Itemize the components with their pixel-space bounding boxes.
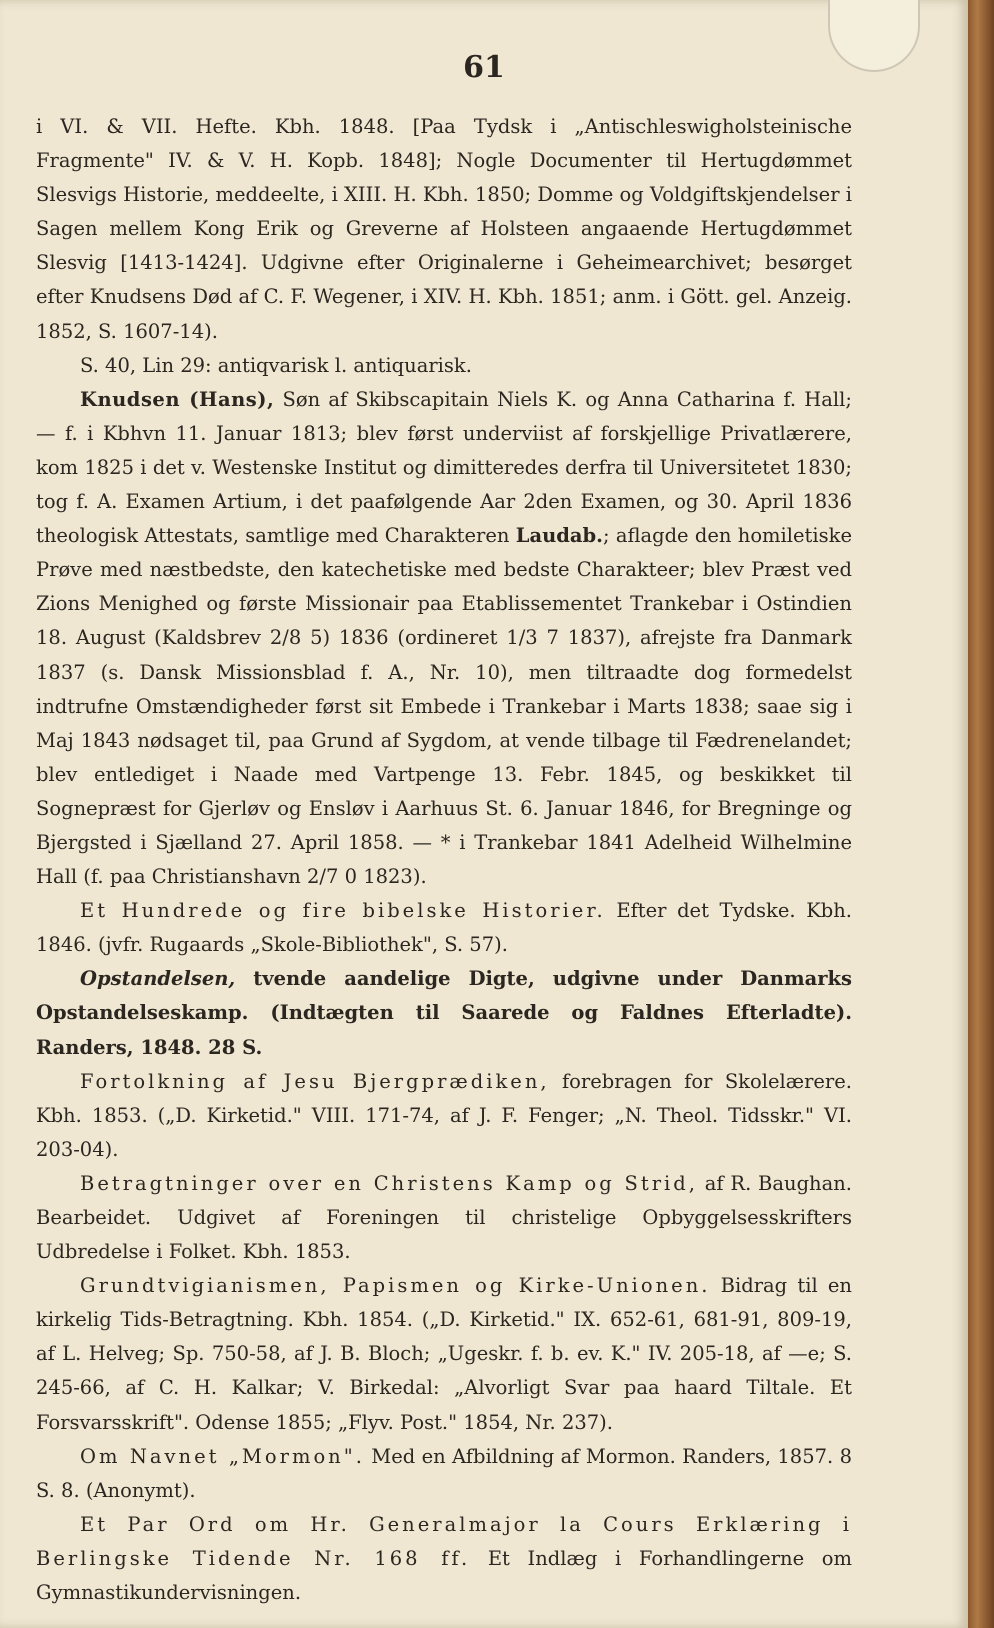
work-item	[36, 1269, 852, 1439]
work-details: Bidrag til en kirkelig Tids-Betragtning. Kbh. 1854. („D. Kirketid." IX. 652-61, 681-91, 809-19, af L. Helveg; Sp. 750-58, af J. B. Bloch; „Ugeskr. f. b. ev. K." IV. 205-18, af —e; S. 245-66, af C. H. Kalkar; V. Birkedal: „Alvorligt Svar paa haard Tiltale. Et Forsvarsskrift". Odense 1855; „Flyv. Post." 1854, Nr. 237).	[36, 1274, 852, 1434]
work-details: forebragen for Skolelærere. Kbh. 1853. („D. Kirketid." VIII. 171-74, af J. F. Fenger; „N. Theol. Tidsskr." VI. 203-04).	[36, 1069, 852, 1161]
entry-laudab: Laudab.	[515, 524, 603, 548]
work-title: Et Par Ord om Hr. Generalmajor la Cours Erklæring i Berlingske Tidende Nr. 168 ff.	[36, 1512, 852, 1570]
work-item	[36, 1167, 852, 1269]
work-title: Fortolkning af Jesu Bjergprædiken,	[80, 1069, 550, 1093]
page-body	[36, 110, 852, 1610]
work-details: Et Indlæg i Forhandlingerne om Gymnastikundervisningen.	[36, 1546, 852, 1605]
work-title: Opstandelsen,	[80, 967, 236, 991]
work-title: Om Navnet „Mormon".	[80, 1444, 365, 1468]
erratum-line: S. 40, Lin 29: antiqvarisk l. antiquarisk.	[80, 353, 472, 377]
book-edge	[968, 0, 994, 1628]
work-item	[36, 962, 852, 1064]
work-title: Et Hundrede og fire bibelske Historier.	[80, 899, 606, 923]
work-title: Grundtvigianismen, Papismen og Kirke-Unionen.	[80, 1274, 711, 1298]
entry-name: Knudsen (Hans),	[80, 387, 275, 411]
work-details: tvende aandelige Digte, udgivne under Danmarks Opstandelseskamp. (Indtægten til Saarede og Faldnes Efterladte). Randers, 1848. 28 S.	[36, 967, 852, 1059]
biography-entry	[36, 383, 852, 894]
work-details: Efter det Tydske. Kbh. 1846. (jvfr. Rugaards „Skole-Bibliothek", S. 57).	[36, 899, 853, 957]
intro-paragraph: i VI. & VII. Hefte. Kbh. 1848. [Paa Tydsk i „Antischleswigholsteinische Fragmente" IV. & V. H. Kopb. 1848]; Nogle Documenter til Hertugdømmet Slesvigs Historie, meddeelte, i XIII. H. Kbh. 1850; Domme og Voldgiftskjendelser i Sagen mellem Kong Erik og Greverne af Holsteen angaaende Hertugdømmet Slesvig [1413-1424]. Udgivne efter Originalerne i Geheimearchivet; besørget efter Knudsens Død af C. F. Wegener, i XIV. H. Kbh. 1851; anm. i Gött. gel. Anzeig. 1852, S. 1607-14).	[36, 115, 852, 343]
work-details: Med en Afbildning af Mormon. Randers, 1857. 8 S. 8. (Anonymt).	[36, 1444, 852, 1502]
work-item	[36, 894, 852, 962]
work-item	[36, 1065, 852, 1167]
work-title: Betragtninger over en Christens Kamp og Strid,	[80, 1171, 698, 1195]
work-item	[36, 1508, 852, 1610]
work-item	[36, 1440, 852, 1508]
page-number: 61	[463, 50, 505, 85]
work-details: af R. Baughan. Bearbeidet. Udgivet af Foreningen til christelige Opbyggelsesskrifters Udbredelse i Folket. Kbh. 1853.	[36, 1171, 852, 1264]
entry-text-b: ; aflagde den homiletiske Prøve med næstbedste, den katechetiske med bedste Charakteer; blev Præst ved Zions Menighed og første Missionair paa Etablissementet Trankebar i Ostindien 18. August (Kaldsbrev 2/8 5) 1836 (ordineret 1/3 7 1837), afrejste fra Danmark 1837 (s. Dansk Missionsblad f. A., Nr. 10), men tiltraadte dog formedelst indtrufne Omstændigheder først sit Embede i Trankebar i Marts 1838; saae sig i Maj 1843 nødsaget til, paa Grund af Sygdom, at vende tilbage til Fædrenelandet; blev entlediget i Naade med Vartpenge 13. Febr. 1845, og beskikket til Sognepræst for Gjerløv og Ensløv i Aarhuus St. 6. Januar 1846, for Bregninge og Bjergsted i Sjælland 27. April 1858. — * i Trankebar 1841 Adelheid Wilhelmine Hall (f. paa Christianshavn 2/7 0 1823).	[36, 524, 852, 889]
entry-text-a: Søn af Skibscapitain Niels K. og Anna Catharina f. Hall; — f. i Kbhvn 11. Januar 1813; blev først underviist af forskjellige Privatlærere, kom 1825 i det v. Westenske Institut og dimitteredes derfra til Universitetet 1830; tog f. A. Examen Artium, i det paafølgende Aar 2den Examen, og 30. April 1836 theologisk Attestats, samtlige med Charakteren	[36, 387, 852, 548]
